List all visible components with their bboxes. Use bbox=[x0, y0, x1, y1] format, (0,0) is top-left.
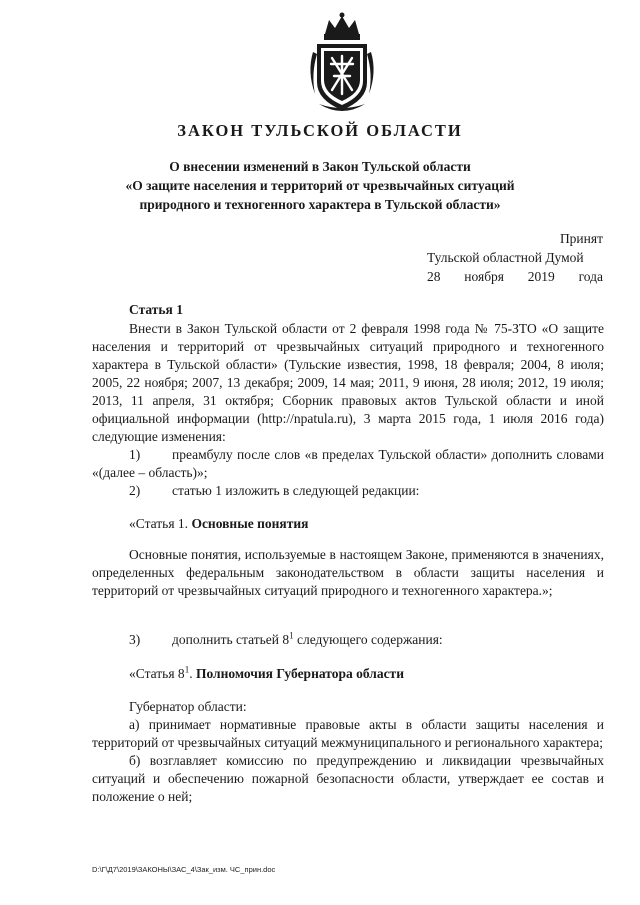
law-title: ЗАКОН ТУЛЬСКОЙ ОБЛАСТИ bbox=[177, 121, 463, 140]
quoted-article-8-1-dot: . bbox=[189, 666, 193, 681]
file-path-footer: D:\Г\Д7\2019\ЗАКОНЫ\ЗАС_4\Зак_изм. ЧС_прин.doc bbox=[92, 865, 276, 874]
governor-power-a: а) принимает нормативные правовые акты в области защиты населения и территорий от чрезвычайных ситуаций межмуниципального и регионального характера; bbox=[92, 717, 604, 750]
quoted-article-1-heading bbox=[129, 516, 308, 532]
governor-intro: Губернатор области: bbox=[129, 699, 247, 714]
change-item-2-number: 2) bbox=[129, 483, 141, 498]
adoption-month: ноября bbox=[464, 269, 505, 284]
subtitle-line-3: природного и техногенного характера в Тульской области» bbox=[139, 197, 501, 212]
change-item-1-number: 1) bbox=[129, 447, 141, 462]
quoted-article-1-title: Основные понятия bbox=[191, 516, 309, 531]
quoted-article-1-body bbox=[92, 546, 604, 600]
change-item-3-text-b: следующего содержания: bbox=[293, 632, 443, 647]
adoption-year: 2019 bbox=[527, 269, 555, 284]
law-subtitle bbox=[80, 157, 560, 214]
article-intro-paragraph bbox=[92, 320, 604, 446]
adopted-by: Тульской областной Думой bbox=[427, 250, 584, 265]
quoted-article-8-1-prefix: «Статья 8 bbox=[129, 666, 185, 681]
change-item-3-text-a: дополнить статьей 8 bbox=[172, 632, 290, 647]
change-item-1 bbox=[92, 446, 604, 482]
subtitle-line-2: «О защите населения и территорий от чрезвычайных ситуаций bbox=[125, 178, 515, 193]
change-item-3-number: 3) bbox=[129, 632, 141, 647]
adoption-block bbox=[427, 229, 603, 286]
adoption-day: 28 bbox=[427, 269, 441, 284]
change-item-3-text bbox=[172, 631, 604, 649]
change-item-3-superscript: 1 bbox=[289, 630, 294, 641]
quoted-article-1-prefix: «Статья 1. bbox=[129, 516, 189, 531]
quoted-article-8-1-superscript: 1 bbox=[184, 664, 190, 675]
change-item-2-text: статью 1 изложить в следующей редакции: bbox=[172, 483, 420, 498]
change-item-1-text: преамбулу после слов «в пределах Тульской области» дополнить словами «(далее – область)»; bbox=[92, 447, 604, 480]
article-intro-text: Внести в Закон Тульской области от 2 февраля 1998 года № 75-ЗТО «О защите населения и территорий от чрезвычайных ситуаций природного и техногенного характера в Тульской области» (Тульские известия, 1998, 18 февраля; 2004, 8 июля; 2005, 22 ноября; 2007, 13 декабря; 2009, 14 мая; 2011, 9 июня, 28 июля; 2012, 19 июля; 2013, 11 апреля, 31 октября; Сборник правовых актов Тульской области и иной официальной информации (http://npatula.ru), 3 марта 2015 года, 1 июля 2016 года) следующие изменения: bbox=[92, 321, 604, 444]
quoted-article-1-text: Основные понятия, используемые в настоящем Законе, применяются в значениях, определенных федеральным законодательством в области защиты населения и территорий от чрезвычайных ситуаций природного и техногенного характера.»; bbox=[92, 547, 604, 598]
quoted-article-8-1-title: Полномочия Губернатора области bbox=[195, 666, 404, 681]
article-heading: Статья 1 bbox=[129, 302, 183, 317]
subtitle-line-1: О внесении изменений в Закон Тульской области bbox=[169, 159, 471, 174]
quoted-article-8-1-heading bbox=[129, 666, 404, 682]
governor-power-b: б) возглавляет комиссию по предупреждению и ликвидации чрезвычайных ситуаций и обеспечению пожарной безопасности области, утверждает ее состав и положение о ней; bbox=[92, 753, 604, 804]
governor-powers-block bbox=[92, 698, 604, 806]
adoption-year-word: года bbox=[578, 269, 603, 284]
adopted-label: Принят bbox=[559, 231, 603, 246]
tula-coat-of-arms-emblem bbox=[305, 12, 379, 116]
adoption-date bbox=[427, 267, 603, 286]
